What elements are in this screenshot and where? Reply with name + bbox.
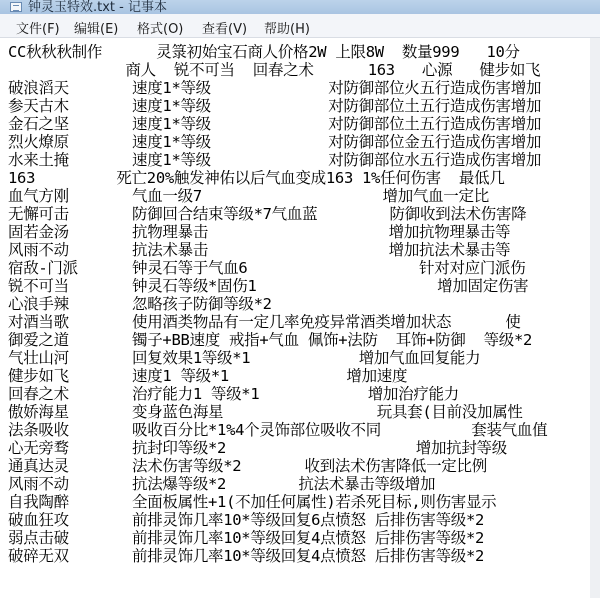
text-line: 弱点击破 前排灵饰几率10*等级回复4点愤怒 后排伤害等级*2 <box>8 529 485 547</box>
text-line: 破碎无双 前排灵饰几率10*等级回复4点愤怒 后排伤害等级*2 <box>8 547 485 565</box>
text-line: 破血狂攻 前排灵饰几率10*等级回复6点愤怒 后排伤害等级*2 <box>8 511 485 529</box>
text-line: 固若金汤 抗物理暴击 增加抗物理暴击等 <box>8 223 511 241</box>
text-line: 风雨不动 抗法术暴击 增加抗法术暴击等 <box>8 241 511 259</box>
text-line: 金石之坚 速度1*等级 对防御部位土五行造成伤害增加 <box>8 115 542 133</box>
text-line: 风雨不动 抗法爆等级*2 抗法术暴击等级增加 <box>8 475 436 493</box>
text-line: 参天古木 速度1*等级 对防御部位土五行造成伤害增加 <box>8 97 542 115</box>
vertical-scrollbar[interactable] <box>590 38 600 598</box>
text-line: 御爱之道 镯子+BB速度 戒指+气血 佩饰+法防 耳饰+防御 等级*2 <box>8 331 533 349</box>
text-line: 无懈可击 防御回合结束等级*7气血蓝 防御收到法术伤害降 <box>8 205 527 223</box>
text-line: 自我陶醉 全面板属性+1(不加任何属性)若杀死目标,则伤害显示 <box>8 493 497 511</box>
text-line: 锐不可当 钟灵石等级*固伤1 增加固定伤害 <box>8 277 529 295</box>
text-line: 法条吸收 吸收百分比*1%4个灵饰部位吸收不同 套装气血值 <box>8 421 548 439</box>
title-bar[interactable] <box>0 0 600 14</box>
text-line: 商人 锐不可当 回春之术 163 心源 健步如飞 <box>8 61 541 79</box>
notepad-icon <box>10 2 22 12</box>
window-title: 钟灵玉特效.txt - 记事本 <box>28 0 167 14</box>
text-line: 通真达灵 法术伤害等级*2 收到法术伤害降低一定比例 <box>8 457 487 475</box>
text-line: 破浪滔天 速度1*等级 对防御部位火五行造成伤害增加 <box>8 79 542 97</box>
menu-format[interactable]: 格式(O) <box>137 22 184 37</box>
text-line: 水来土掩 速度1*等级 对防御部位水五行造成伤害增加 <box>8 151 542 169</box>
menu-help[interactable]: 帮助(H) <box>264 22 310 37</box>
menu-file[interactable]: 文件(F) <box>16 22 60 37</box>
menu-bar <box>0 14 600 38</box>
text-line: 心浪手辣 忽略孩子防御等级*2 <box>8 295 272 313</box>
menu-view[interactable]: 查看(V) <box>202 22 248 37</box>
text-line: 回春之术 治疗能力1 等级*1 增加治疗能力 <box>8 385 459 403</box>
text-line: 心无旁骛 抗封印等级*2 增加抗封等级 <box>8 439 507 457</box>
text-line: 宿敌-门派 钟灵石等于气血6 针对对应门派伤 <box>8 259 526 277</box>
menu-edit[interactable]: 编辑(E) <box>74 22 119 37</box>
text-line: 气壮山河 回复效果1等级*1 增加气血回复能力 <box>8 349 481 367</box>
text-line: 血气方刚 气血一级7 增加气血一定比 <box>8 187 489 205</box>
text-line: 烈火燎原 速度1*等级 对防御部位金五行造成伤害增加 <box>8 133 542 151</box>
text-line: 对酒当歌 使用酒类物品有一定几率免疫异常酒类增加状态 使 <box>8 313 521 331</box>
text-line: CC秋秋秋制作 灵箓初始宝石商人价格2W 上限8W 数量999 10分 <box>8 43 520 61</box>
text-editor-area[interactable] <box>0 38 590 598</box>
text-line: 健步如飞 速度1 等级*1 增加速度 <box>8 367 408 385</box>
text-line: 163 死亡20%触发神佑以后气血变成163 1%任何伤害 最低几 <box>8 169 505 187</box>
text-line: 傲娇海星 变身蓝色海星 玩具套(目前没加属性 <box>8 403 523 421</box>
